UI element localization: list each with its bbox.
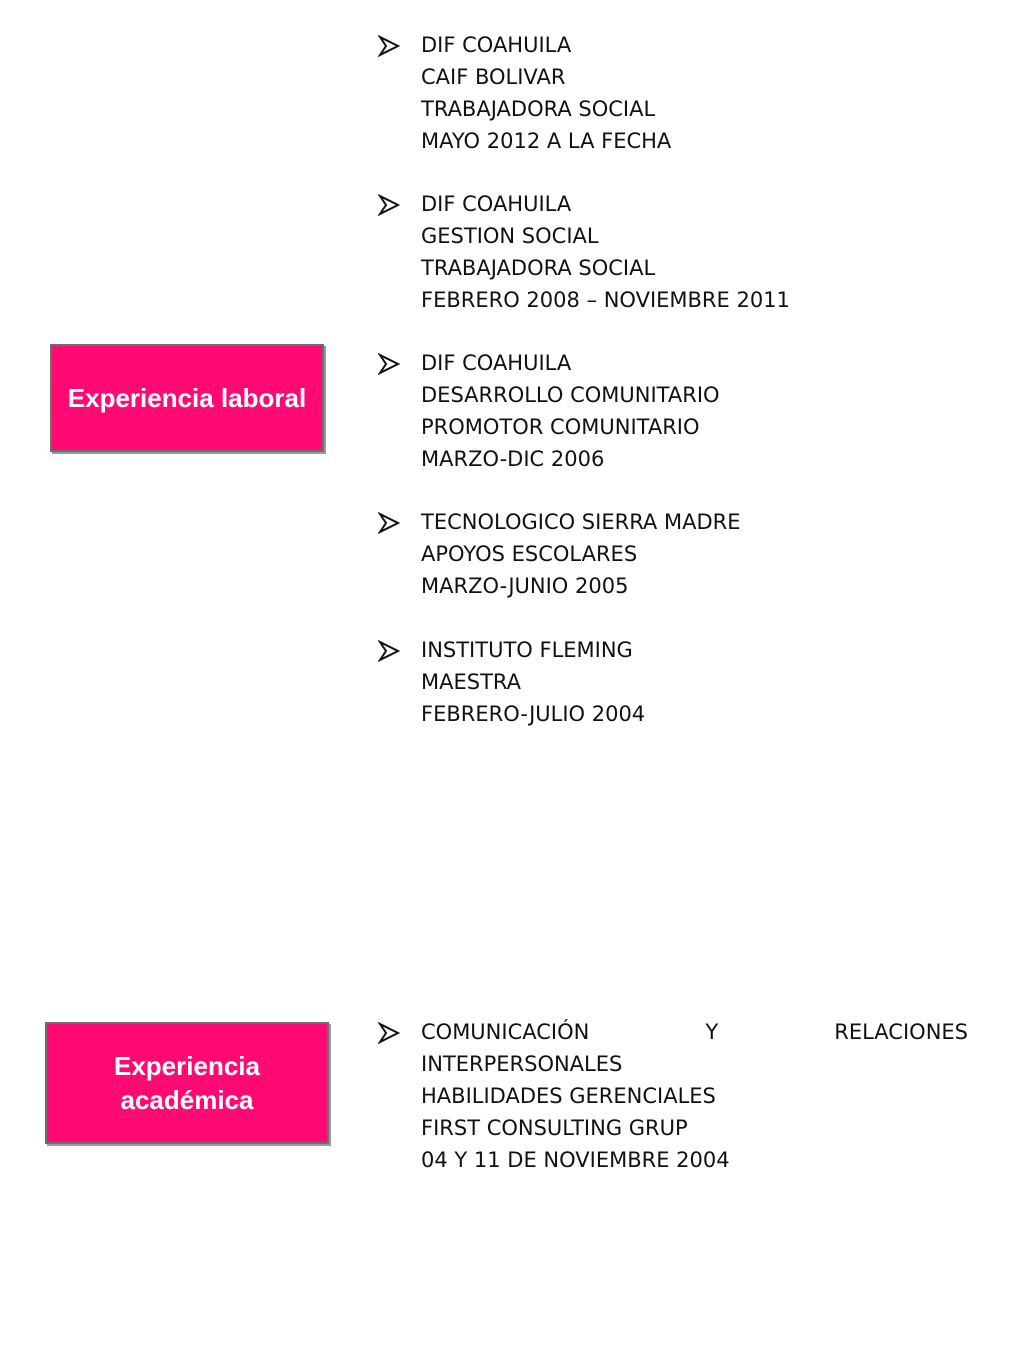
job-entry	[378, 348, 720, 476]
section-label-line-2: académica	[120, 1085, 254, 1115]
job-role: TRABAJADORA SOCIAL	[421, 255, 656, 280]
section-label-text	[114, 1049, 260, 1117]
section-label-line-1: Experiencia	[114, 1051, 260, 1081]
job-organization: DIF COAHUILA	[421, 33, 572, 57]
job-entry	[378, 189, 790, 317]
job-dates: FEBRERO 2008 – NOVIEMBRE 2011	[421, 287, 790, 312]
job-entry	[378, 635, 645, 731]
job-department: DESARROLLO COMUNITARIO	[421, 382, 720, 407]
job-organization: DIF COAHUILA	[421, 351, 572, 375]
job-organization: INSTITUTO FLEMING	[421, 638, 633, 662]
course-title-continuation: INTERPERSONALES	[421, 1051, 623, 1076]
course-title-line	[421, 1017, 968, 1049]
course-subject: HABILIDADES GERENCIALES	[421, 1083, 716, 1108]
arrowhead-bullet-icon	[378, 507, 404, 539]
section-label-text: Experiencia laboral	[67, 383, 307, 413]
job-role: PROMOTOR COMUNITARIO	[421, 414, 700, 439]
course-title-word: Y	[705, 1020, 719, 1044]
course-entry	[378, 1017, 968, 1177]
course-provider: FIRST CONSULTING GRUP	[421, 1115, 688, 1140]
job-department: CAIF BOLIVAR	[421, 64, 566, 89]
job-role: APOYOS ESCOLARES	[421, 541, 638, 566]
job-dates: FEBRERO-JULIO 2004	[421, 701, 646, 726]
job-role: TRABAJADORA SOCIAL	[421, 96, 656, 121]
course-title-word: RELACIONES	[834, 1020, 968, 1044]
arrowhead-bullet-icon	[378, 30, 404, 62]
job-organization: DIF COAHUILA	[421, 192, 572, 216]
job-department: GESTION SOCIAL	[421, 223, 599, 248]
arrowhead-bullet-icon	[378, 635, 404, 667]
arrowhead-bullet-icon	[378, 1017, 404, 1049]
arrowhead-bullet-icon	[378, 189, 404, 221]
job-role: MAESTRA	[421, 669, 522, 694]
course-title-word: COMUNICACIÓN	[421, 1020, 590, 1044]
job-dates: MAYO 2012 A LA FECHA	[421, 128, 672, 153]
job-dates: MARZO-JUNIO 2005	[421, 573, 629, 598]
job-entry	[378, 507, 741, 603]
job-organization: TECNOLOGICO SIERRA MADRE	[421, 510, 741, 534]
job-entry	[378, 30, 671, 158]
section-label-experiencia-academica	[45, 1022, 329, 1144]
job-dates: MARZO-DIC 2006	[421, 446, 605, 471]
course-dates: 04 Y 11 DE NOVIEMBRE 2004	[421, 1147, 730, 1172]
arrowhead-bullet-icon	[378, 348, 404, 380]
section-label-experiencia-laboral	[50, 344, 324, 452]
